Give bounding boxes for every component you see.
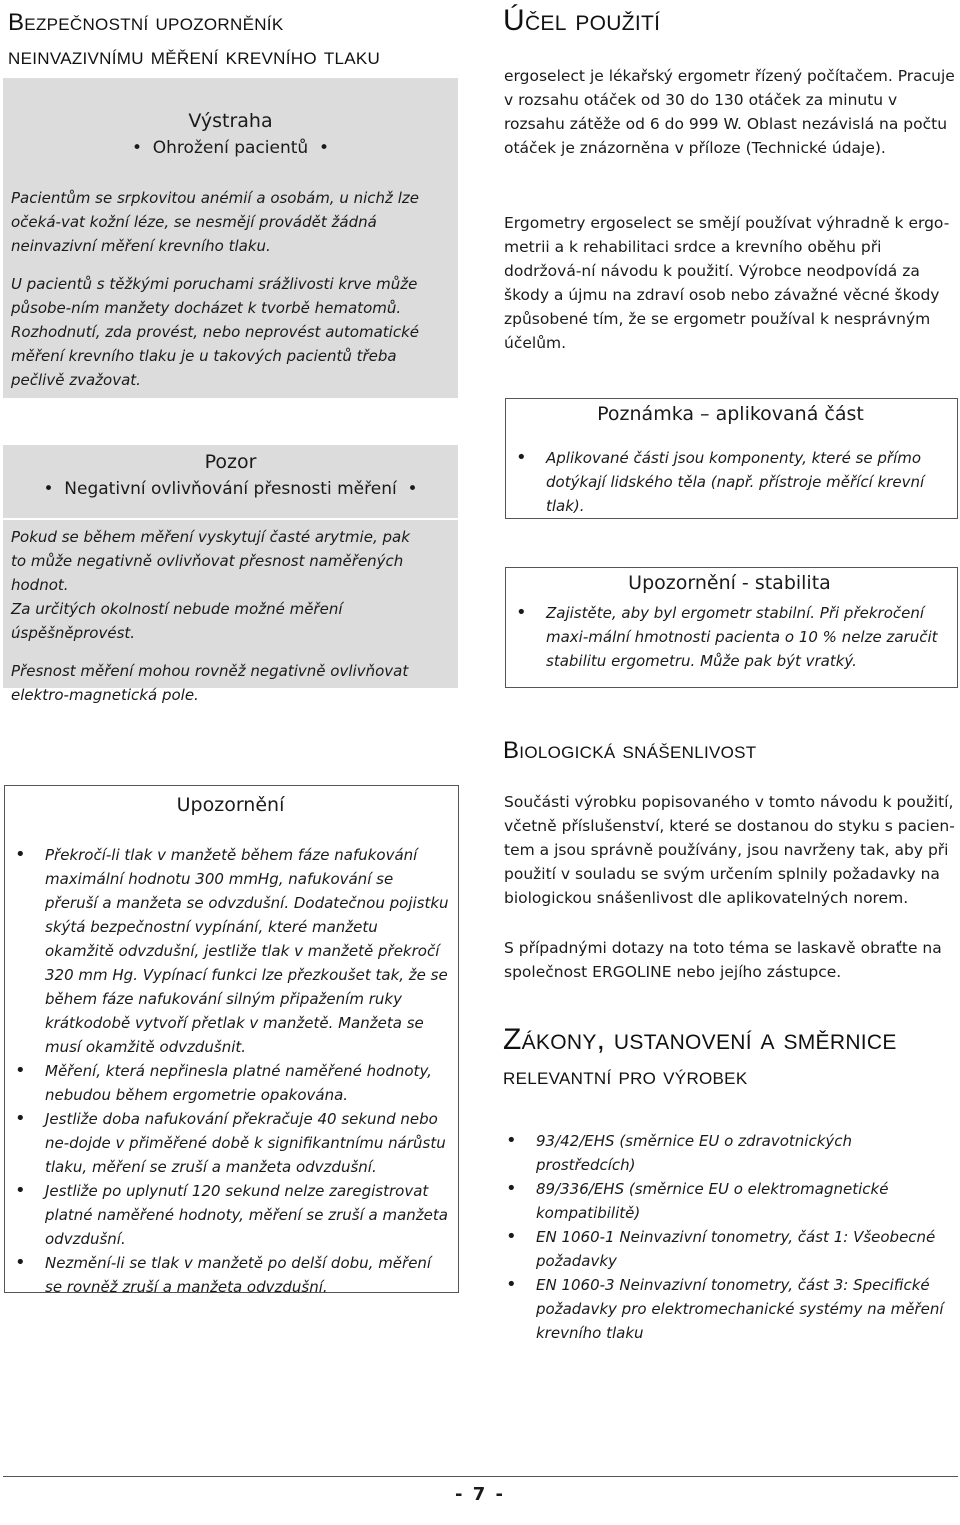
bullet-icon: • [402,479,418,499]
biocompat-paragraph-1: Součásti výrobku popisovaného v tomto návodu k použití, včetně příslušenství, které se dostanou do styku s pacien-tem a jsou správně používány, jsou navrženy tak, aby při použití v souladu se svým určením splnily požadavky na biologickou snášenlivost dle aplikovatelných norem. [504,793,955,907]
page-number: - 7 - [455,1484,505,1505]
warning-paragraph-1: Pacientům se srpkovitou anémií a osobám, u nichž lze očeká-vat kožní léze, se nesmějí provádět žádná neinvazivní měření krevního tlaku. [11,189,419,255]
notice-title: Upozornění [176,794,285,816]
purpose-paragraph-2: Ergometry ergoselect se smějí používat výhradně k ergo-metrii a k rehabilitaci srdce a krevního oběhu při dodržová-ní návodu k použití. Výrobce neodpovídá za škody a újmu na zdraví osob nebo závažné věcné škody způsobené tím, že se ergometr používal k nesprávným účelům. [504,214,950,352]
list-item: • Aplikované části jsou komponenty, které se přímo dotýkají lidského těla (např. přístroje měřící krevní tlak). [512,446,949,518]
bullet-icon: • [313,138,330,158]
caution-paragraph-3: Přesnost měření mohou rovněž negativně ovlivňovat elektro-magnetická pole. [11,662,409,704]
list-item: • Nezmění-li se tlak v manžetě po delší dobu, měření se rovněž zruší a manžeta odvzdušní. [11,1251,450,1299]
warning-heading [3,108,458,162]
warning-paragraph-2: U pacientů s těžkými poruchami srážlivosti krve může působe-ním manžety docházet k tvorbě hematomů. Rozhodnutí, zda provést, nebo neprovést automatické měření krevního tlaku je u takových pacientů třeba pečlivě zvažovat. [11,275,419,389]
laws-title-line-2: relevantní pro výrobek [503,1063,748,1090]
laws-title-line-1: Zákony, ustanovení a směrnice [503,1023,897,1056]
list-item: • Překročí-li tlak v manžetě během fáze nafukování maximální hodnotu 300 mmHg, nafukování se přeruší a manžeta se odvzdušní. Dodatečnou pojistku skýtá bezpečnostní vypínání, které manžetu okamžitě odvzdušní, jestliže tlak v manžetě překročí 320 mm Hg. Vypínací funkci lze přezkoušet tak, že se během fáze nafukování silným připažením ruky krátkodobě vytvoří přetlak v manžetě. Manžeta se musí okamžitě odvzdušnit. [11,843,450,1059]
safety-title-line-1: Bezpečnostní upozorněník [8,9,284,36]
list-item: • EN 1060-3 Neinvazivní tonometry, část 3: Specifické požadavky pro elektromechanické systémy na měření krevního tlaku [502,1273,954,1345]
caution-paragraph-1: Pokud se během měření vyskytují časté arytmie, pak to může negativně ovlivňovat přesnost naměřených hodnot. [11,528,410,594]
biocompat-paragraph-2: S případnými dotazy na toto téma se laskavě obraťte na společnost ERGOLINE nebo jejího zástupce. [504,939,942,981]
warning-box [3,78,458,398]
warning-title: Výstraha [188,110,273,132]
list-item: • Jestliže doba nafukování překračuje 40 sekund nebo ne-dojde v přiměřené době k signifikantnímu nárůstu tlaku, měření se zruší a manžeta odvzdušní. [11,1107,450,1179]
safety-title [8,6,468,74]
list-item: • Jestliže po uplynutí 120 sekund nelze zaregistrovat platné naměřené hodnoty, měření se zruší a manžeta odvzdušní. [11,1179,450,1251]
caution-box [3,445,458,704]
stability-title: Upozornění - stabilita [628,572,831,594]
bullet-icon: • [43,479,59,499]
biocompat-title-text: Biologická snášenlivost [503,737,757,764]
caution-subtitle-line [3,476,458,503]
stability-list [512,601,947,673]
stability-box [505,567,958,688]
caution-heading [3,449,458,503]
laws-list [502,1129,954,1345]
bullet-icon: • [131,138,148,158]
biocompat-title [503,734,953,768]
warning-subtitle: Ohrožení pacientů [152,138,309,158]
list-item: • Zajistěte, aby byl ergometr stabilní. Při překročení maxi-mální hmotnosti pacienta o 10 % nelze zaručit stabilitu ergometru. Může pak být vratký. [512,601,947,673]
note-title: Poznámka – aplikovaná část [597,403,864,425]
caution-paragraph-2: Za určitých okolností nebude možné měření úspěšněprovést. [11,600,343,642]
purpose-paragraph-1: ergoselect je lékařský ergometr řízený počítačem. Pracuje v rozsahu otáček od 30 do 130 otáček za minutu v rozsahu zátěže od 6 do 999 W. Oblast nezávislá na počtu otáček je znázorněna v příloze (Technické údaje). [504,67,955,157]
note-box [505,398,958,519]
caution-title: Pozor [204,451,257,473]
footer-rule [3,1476,958,1477]
purpose-title-text: Účel použití [503,4,661,37]
notice-box [4,785,459,1296]
safety-title-line-2: neinvazivnímu měření krevního tlaku [8,43,381,70]
caution-divider [3,518,458,520]
purpose-title [503,4,953,38]
notice-list [11,843,450,1299]
list-item: • Měření, která nepřinesla platné naměřené hodnoty, nebudou během ergometrie opakována. [11,1059,450,1107]
laws-title [503,1020,953,1094]
warning-subtitle-line [3,135,458,162]
note-list [512,446,949,518]
caution-subtitle: Negativní ovlivňování přesnosti měření [64,479,397,499]
list-item: • 89/336/EHS (směrnice EU o elektromagnetické kompatibilitě) [502,1177,954,1225]
list-item: • 93/42/EHS (směrnice EU o zdravotnických prostředcích) [502,1129,954,1177]
list-item: • EN 1060-1 Neinvazivní tonometry, část 1: Všeobecné požadavky [502,1225,954,1273]
